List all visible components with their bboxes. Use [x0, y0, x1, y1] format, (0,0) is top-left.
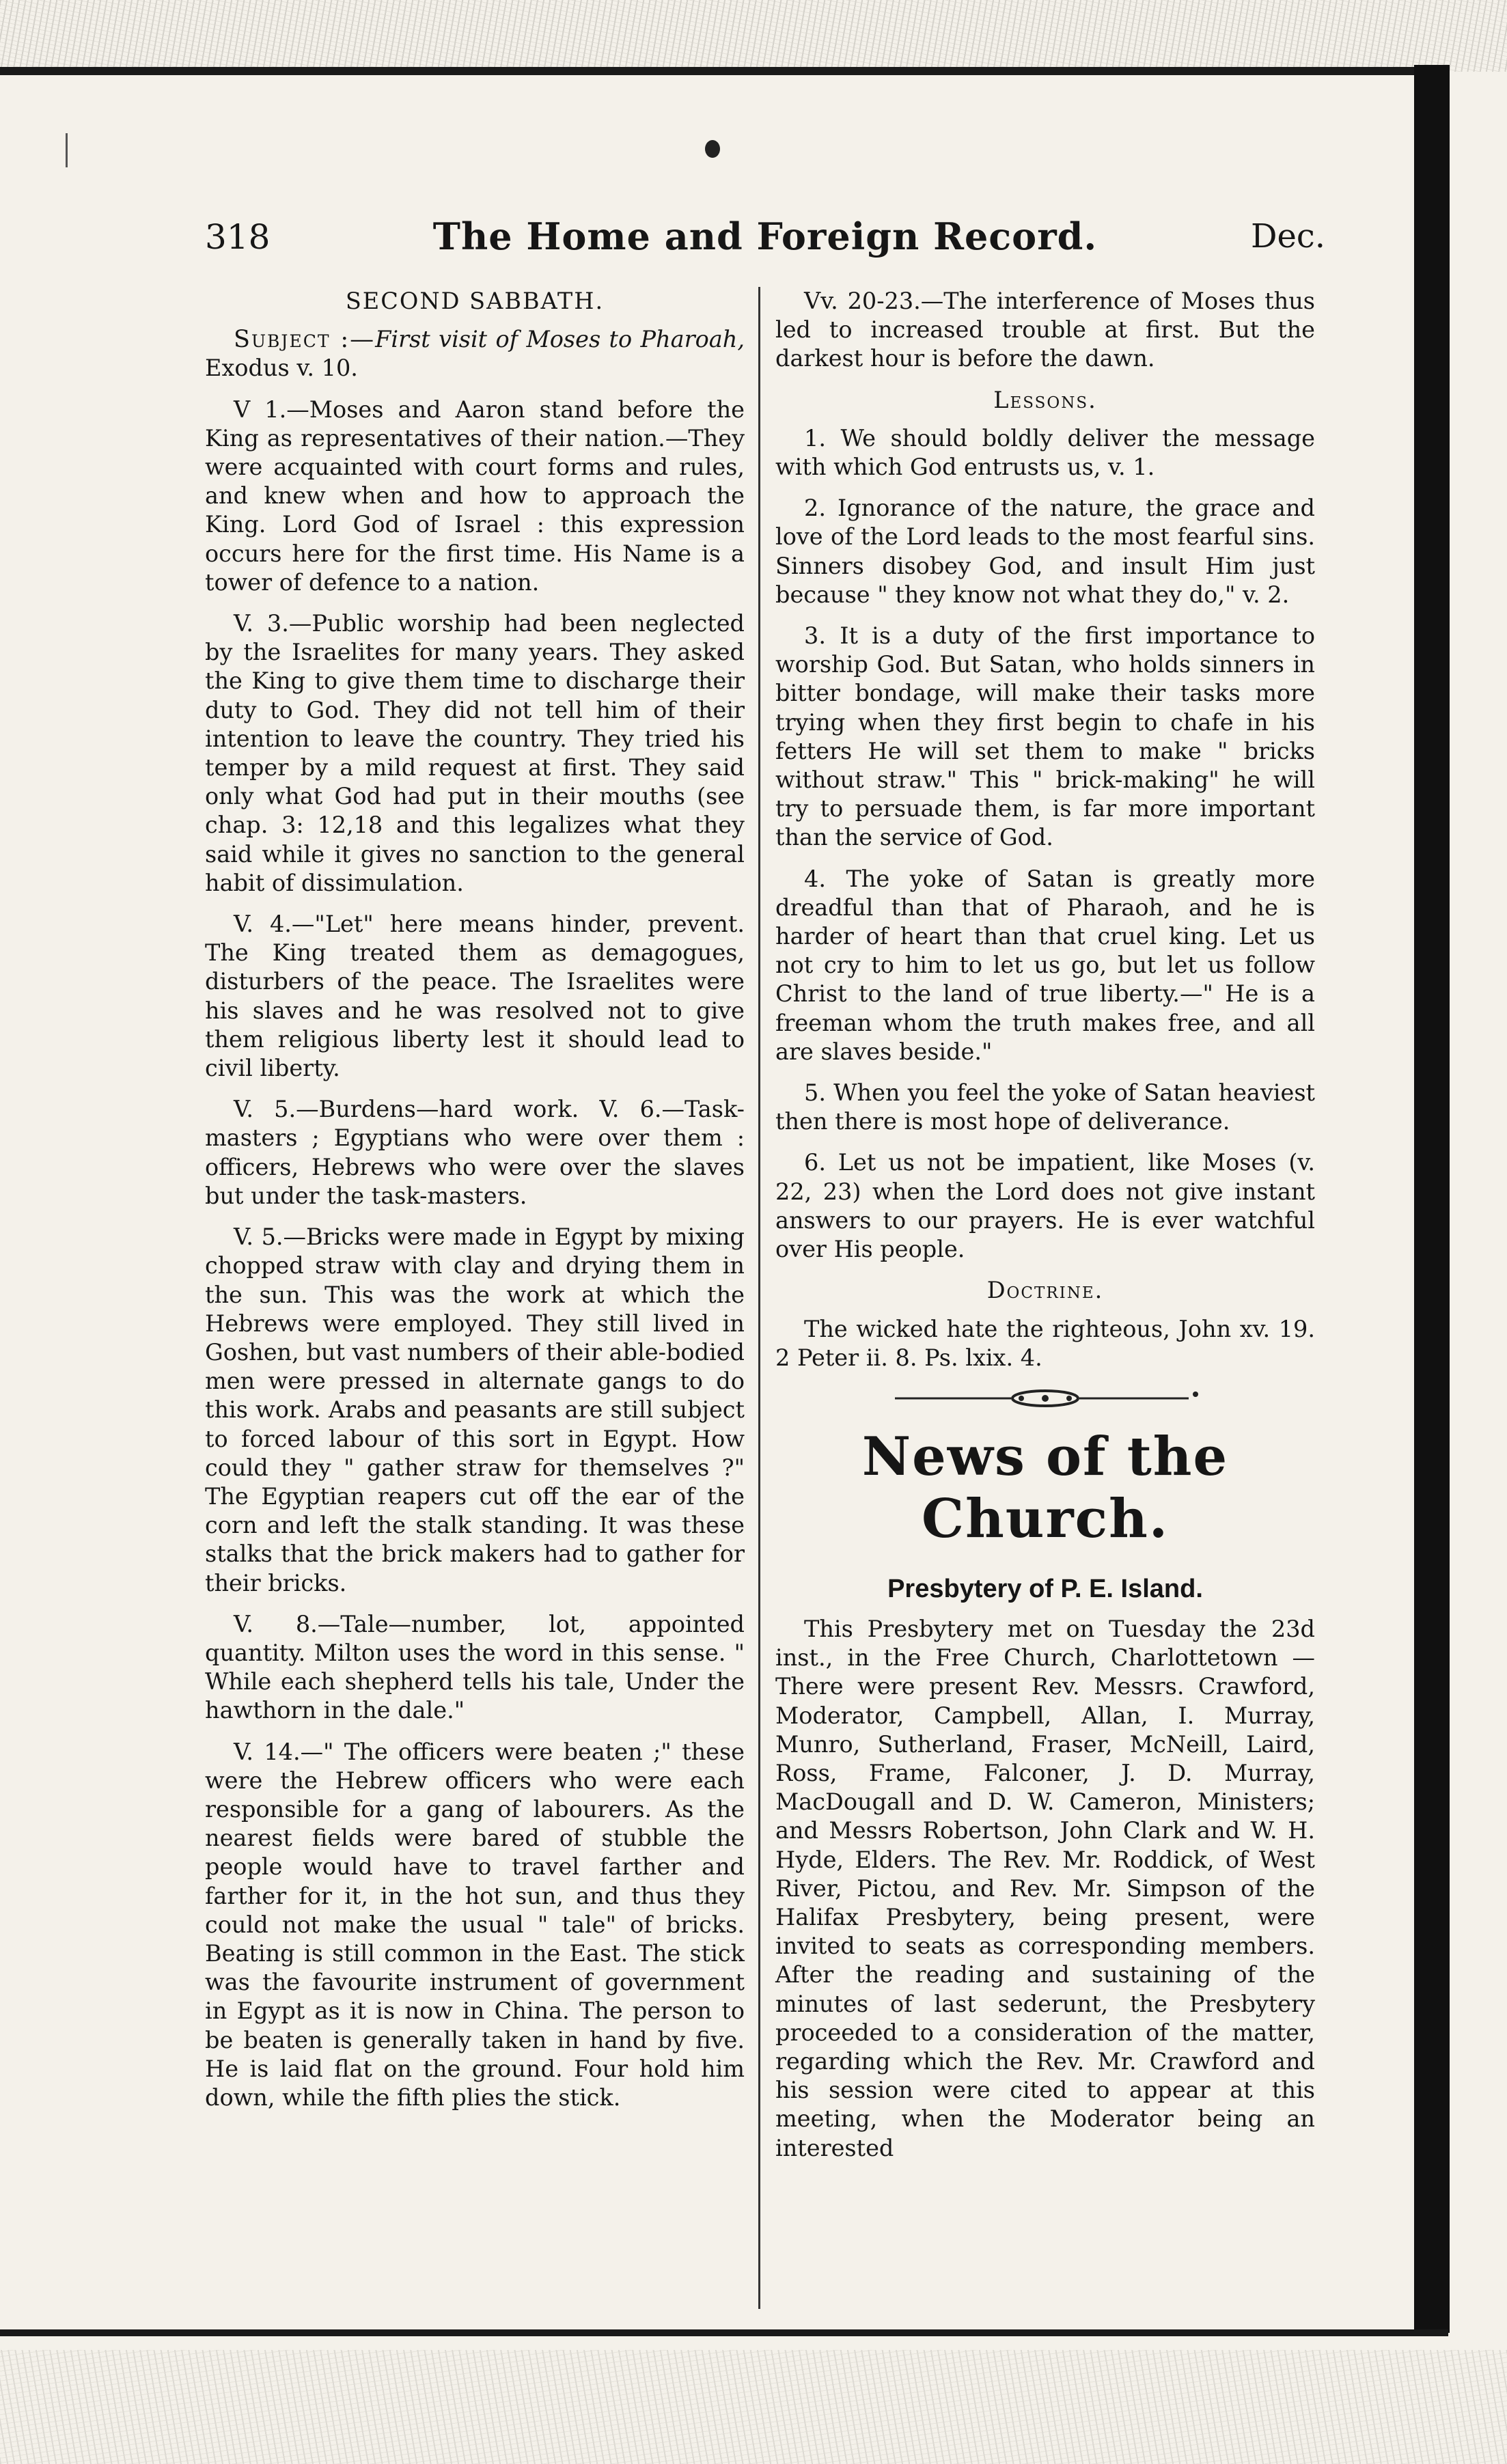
verse-paragraph: V. 5.—Burdens—hard work. V. 6.—Task-masters ; Egyptians who were over them : officers, Hebrews who were over the slaves but under the task-masters.: [205, 1096, 745, 1209]
doctrine-paragraph: The wicked hate the righteous, John xv. 19. 2 Peter ii. 8. Ps. lxix. 4.: [775, 1315, 1315, 1371]
lesson-item: 6. Let us not be impatient, like Moses (v. 22, 23) when the Lord does not give instant answers to our prayers. He is ever watchful over His people.: [775, 1149, 1315, 1263]
margin-mark: [66, 133, 68, 167]
lessons-heading: Lessons.: [993, 386, 1097, 413]
left-column: [205, 287, 745, 2329]
top-border-rule: [0, 67, 1448, 75]
intro-paragraph: Vv. 20-23.—The interference of Moses thus led to increased trouble at first. But the darkest hour is before the dawn.: [775, 288, 1315, 372]
doctrine-heading: Doctrine.: [986, 1277, 1104, 1304]
subject-text: First visit of Moses to Pharoah,: [375, 326, 745, 353]
lesson-item: 5. When you feel the yoke of Satan heaviest then there is most hope of deliverance.: [775, 1079, 1315, 1135]
scan-noise-bottom: [0, 2350, 1507, 2464]
section-title: SECOND SABBATH.: [345, 288, 605, 314]
lesson-item: 3. It is a duty of the first importance to worship God. But Satan, who holds sinners in bitter bondage, will make their tasks more trying when they first begin to chafe in his fetters He will set them to make " bricks without straw." This " brick-making" he will try to persuade them, is far more important than the service of God.: [775, 622, 1315, 851]
page-header: [205, 214, 1325, 265]
subject-line: [205, 325, 745, 383]
verse-paragraph: V. 5.—Bricks were made in Egypt by mixing chopped straw with clay and drying them in the sun. This was the work at which the Hebrews were employed. They still lived in Goshen, but vast numbers of their able-bodied men were pressed in alternate gangs to do this work. Arabs and peasants are still subject to forced labour of this sort in Egypt. How could they " gather straw for themselves ?" The Egyptian reapers cut off the ear of the corn and left the stalk standing. It was these stalks that the brick makers had to gather for their bricks.: [205, 1223, 745, 1596]
issue-month: Dec.: [1250, 217, 1325, 255]
ornament-divider: [888, 1385, 1202, 1412]
news-of-the-church-heading: News of the Church.: [861, 1425, 1229, 1550]
lesson-item: 4. The yoke of Satan is greatly more dreadful than that of Pharaoh, and he is harder of heart than that cruel king. Let us not cry to him to let us go, but let us follow Christ to the land of true liberty.—" He is a freeman whom the truth makes free, and all are slaves beside.": [775, 865, 1315, 1065]
bottom-border-rule: [0, 2329, 1448, 2336]
page-number: 318: [205, 217, 271, 257]
lesson-item: 2. Ignorance of the nature, the grace and love of the Lord leads to the most fearful sins. Sinners disobey God, and insult Him just because " they know not what they do," v. 2.: [775, 495, 1315, 608]
ink-blot: [705, 140, 720, 158]
scan-noise-top: [0, 0, 1507, 72]
verse-paragraph: V. 4.—"Let" here means hinder, prevent. The King treated them as demagogues, disturbers of the peace. The Israelites were his slaves and he was resolved not to give them religious liberty lest it should lead to civil liberty.: [205, 911, 745, 1082]
verse-paragraph: V. 3.—Public worship had been neglected by the Israelites for many years. They asked the King to give them time to discharge their duty to God. They did not tell him of their intention to leave the country. They tried his temper by a mild request at first. They said only what God had put in their mouths (see chap. 3: 12,18 and this legalizes what they said while it gives no sanction to the general habit of dissimulation.: [205, 610, 745, 896]
subject-label: Subject :—: [234, 326, 376, 354]
verse-paragraph: V 1.—Moses and Aaron stand before the King as representatives of their nation.—They were acquainted with court forms and rules, and knew when and how to approach the King. Lord God of Israel : this expression occurs here for the first time. His Name is a tower of defence to a nation.: [205, 396, 745, 596]
presbytery-heading: Presbytery of P. E. Island.: [887, 1574, 1203, 1603]
right-column: [775, 287, 1315, 2329]
verse-paragraph: V. 14.—" The officers were beaten ;" these were the Hebrew officers who were each responsible for a gang of labourers. As the nearest fields were bared of stubble the people would have to travel farther and farther for it, in the hot sun, and thus they could not make the usual " tale" of bricks. Beating is still common in the East. The stick was the favourite instrument of government in Egypt as it is now in China. The person to be beaten is generally taken in hand by five. He is laid flat on the ground. Four hold him down, while the fifth plies the stick.: [205, 1738, 745, 2111]
column-divider: [758, 287, 760, 2309]
verse-paragraph: V. 8.—Tale—number, lot, appointed quantity. Milton uses the word in this sense. " While each shepherd tells his tale, Under the hawthorn in the dale.": [205, 1610, 745, 1724]
right-border-bar: [1414, 65, 1450, 2333]
lesson-item: 1. We should boldly deliver the message with which God entrusts us, v. 1.: [775, 424, 1315, 481]
presbytery-paragraph: This Presbytery met on Tuesday the 23d inst., in the Free Church, Charlottetown — There were present Rev. Messrs. Crawford, Moderator, Campbell, Allan, I. Murray, Munro, Sutherland, Fraser, McNeill, Laird, Ross, Frame, Falconer, J. D. Murray, MacDougall and D. W. Cameron, Ministers; and Messrs Robertson, John Clark and W. H. Hyde, Elders. The Rev. Mr. Roddick, of West River, Pictou, and Rev. Mr. Simpson of the Halifax Presbytery, being present, were invited to seats as corresponding members. After the reading and sustaining of the minutes of last sederunt, the Presbytery proceeded to a consideration of the matter, regarding which the Rev. Mr. Crawford and his session were cited to appear at this meeting, when the Moderator being an interested: [775, 1615, 1315, 2161]
subject-ref: Exodus v. 10.: [205, 355, 358, 382]
running-title: The Home and Foreign Record.: [432, 214, 1098, 258]
